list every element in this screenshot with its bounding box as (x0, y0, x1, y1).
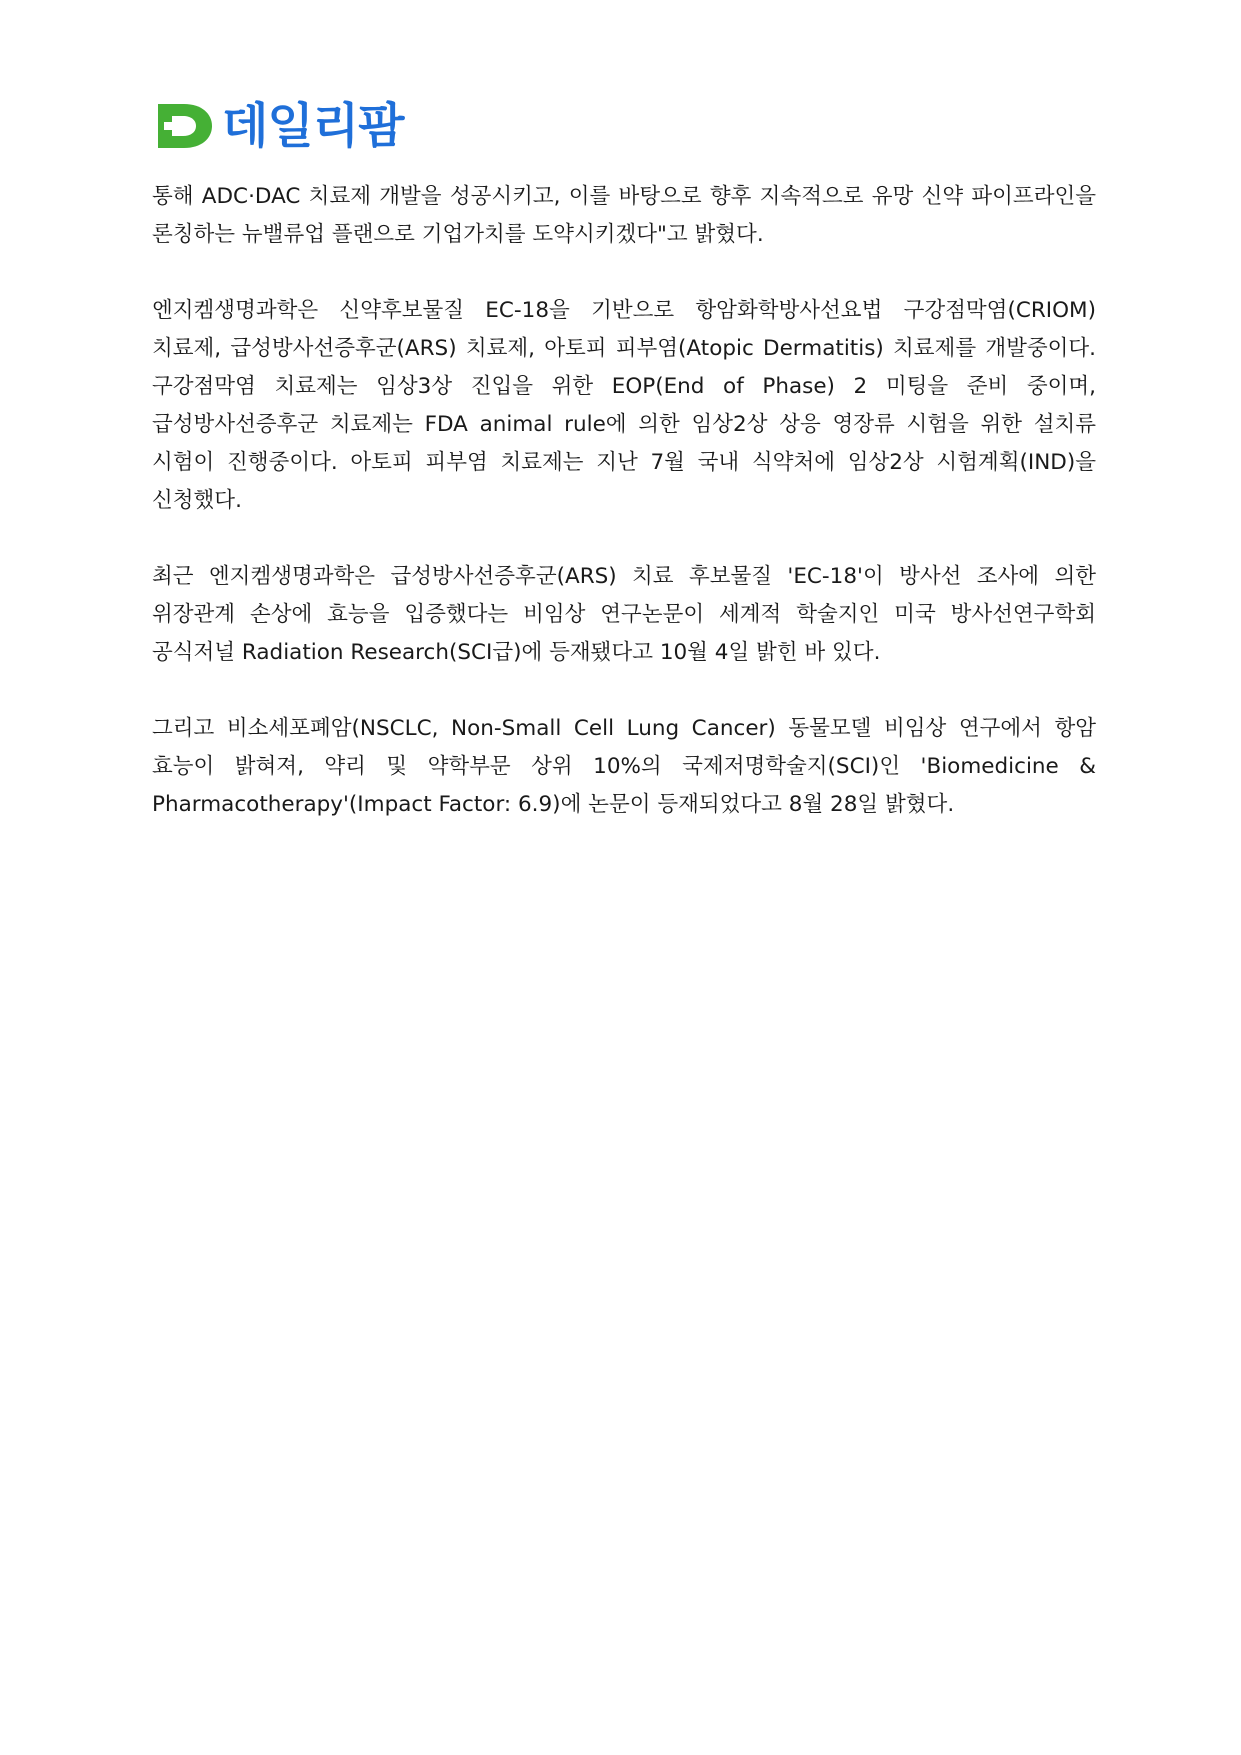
logo-d-icon (154, 98, 216, 154)
logo-text: 데일리팜 (222, 98, 404, 154)
paragraph-1: 통해 ADC·DAC 치료제 개발을 성공시키고, 이를 바탕으로 향후 지속적으로 유망 신약 파이프라인을 론칭하는 뉴밸류업 플랜으로 기업가치를 도약시키겠다"고 밝혔다. (152, 184, 1096, 247)
logo (154, 98, 403, 154)
article-body (152, 178, 1096, 862)
paragraph-2: 엔지켐생명과학은 신약후보물질 EC-18을 기반으로 항암화학방사선요법 구강점막염(CRIOM) 치료제, 급성방사선증후군(ARS) 치료제, 아토피 피부염(Atopic Dermatitis) 치료제를 개발중이다. 구강점막염 치료제는 임상3상 진입을 위한 EOP(End of Phase) 2 미팅을 준비 중이며, 급성방사선증후군 치료제는 FDA animal rule에 의한 임상2상 상응 영장류 시험을 위한 설치류 시험이 진행중이다. 아토피 피부염 치료제는 지난 7월 국내 식약처에 임상2상 시험계획(IND)을 신청했다. (152, 298, 1096, 513)
paragraph-4: 그리고 비소세포폐암(NSCLC, Non-Small Cell Lung Cancer) 동물모델 비임상 연구에서 항암 효능이 밝혀져, 약리 및 약학부문 상위 10%의 국제저명학술지(SCI)인 'Biomedicine & Pharmacotherapy'(Impact Factor: 6.9)에 논문이 등재되었다고 8월 28일 밝혔다. (152, 716, 1096, 817)
paragraph-3: 최근 엔지켐생명과학은 급성방사선증후군(ARS) 치료 후보물질 'EC-18'이 방사선 조사에 의한 위장관계 손상에 효능을 입증했다는 비임상 연구논문이 세계적 학술지인 미국 방사선연구학회 공식저널 Radiation Research(SCI급)에 등재됐다고 10월 4일 밝힌 바 있다. (152, 564, 1096, 665)
